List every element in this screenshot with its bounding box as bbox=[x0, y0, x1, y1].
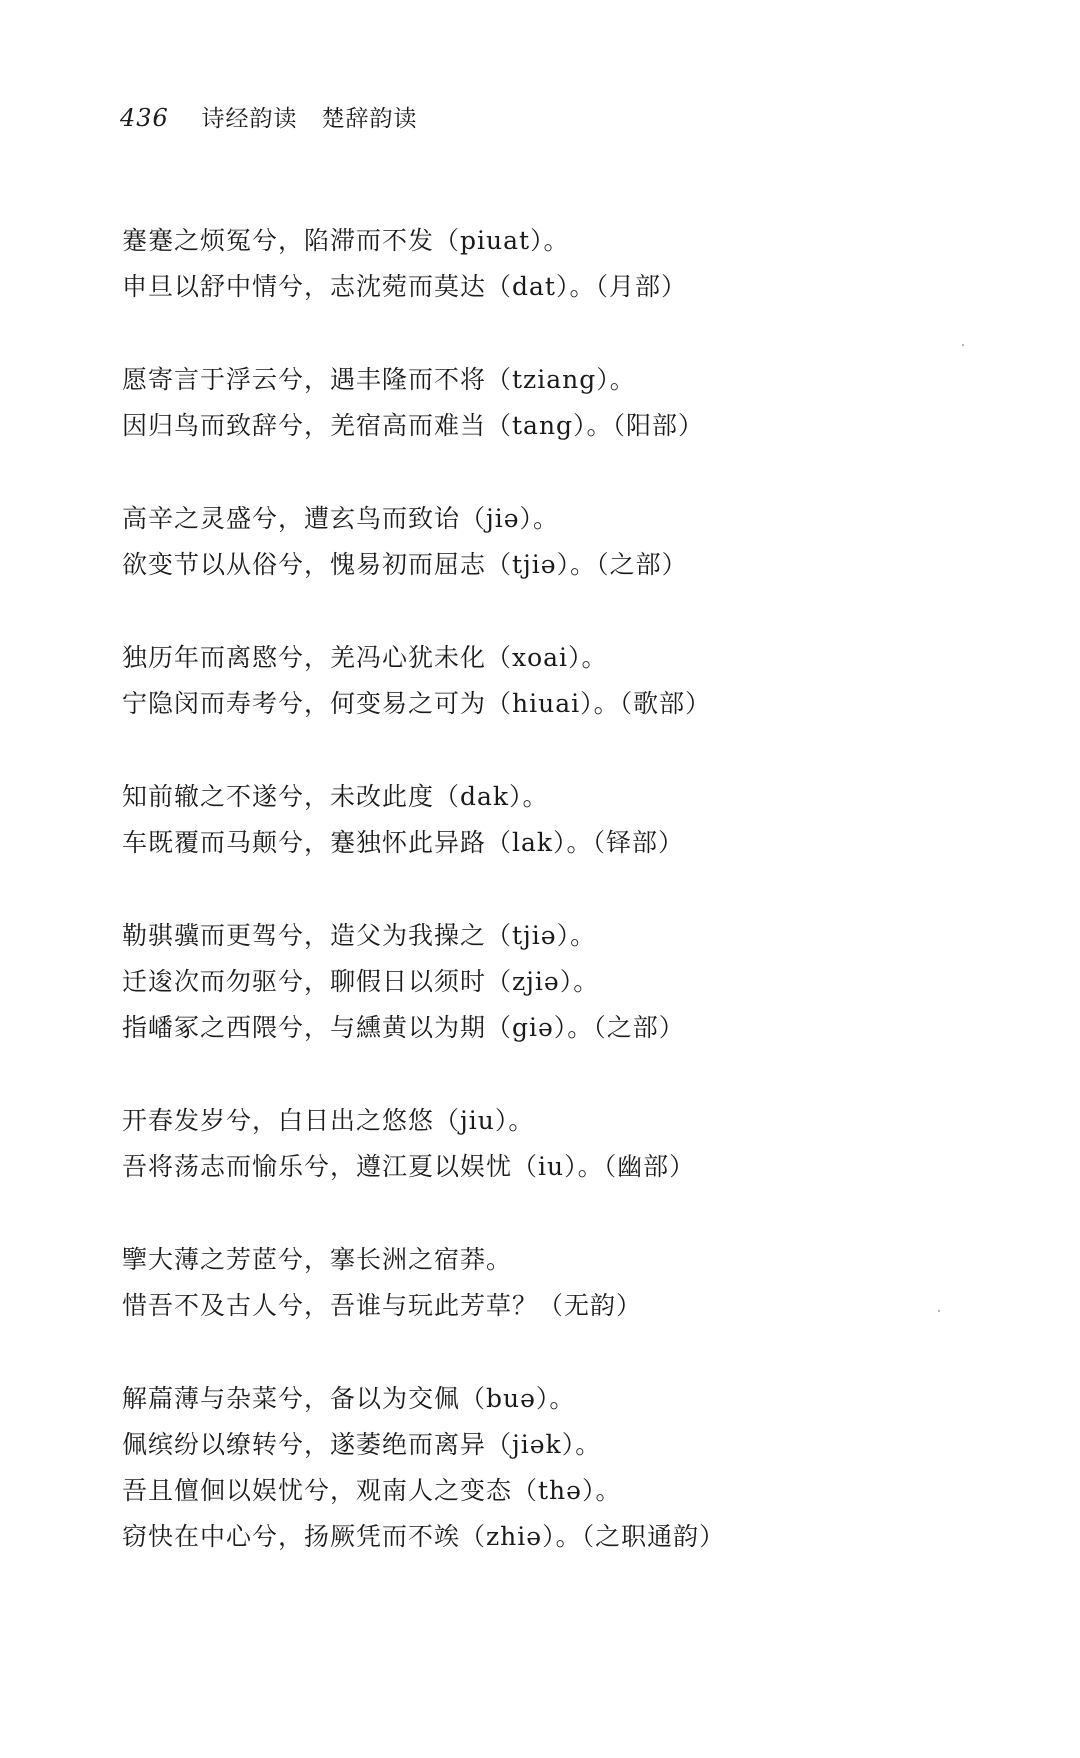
page-number: 436 bbox=[120, 104, 169, 132]
verse-line: 因归鸟而致辞兮，羌宿高而难当（tang）。（阳部） bbox=[122, 411, 705, 440]
verse-line: 宁隐闵而寿考兮，何变易之可为（hiuai）。（歌部） bbox=[122, 689, 712, 718]
verse-line: 迁逡次而勿驱兮，聊假日以须时（zjiə）。 bbox=[122, 967, 600, 996]
verse-line: 解萹薄与杂菜兮，备以为交佩（buə）。 bbox=[122, 1384, 576, 1413]
stanza bbox=[122, 1098, 1002, 1190]
verse-line: 独历年而离愍兮，羌冯心犹未化（xoai）。 bbox=[122, 643, 608, 672]
stanza bbox=[122, 357, 1002, 449]
verse-line: 勒骐骥而更驾兮，造父为我操之（tjiə）。 bbox=[122, 921, 597, 950]
verse-line: 申旦以舒中情兮，志沈菀而莫达（dat）。（月部） bbox=[122, 272, 687, 301]
stanza bbox=[122, 913, 1002, 1051]
verse-line: 车既覆而马颠兮，蹇独怀此异路（lak）。（铎部） bbox=[122, 828, 685, 857]
verse-line: 指嶓冢之西隈兮，与纁黄以为期（giə）。（之部） bbox=[122, 1013, 685, 1042]
verse-line: 惜吾不及古人兮，吾谁与玩此芳草？（无韵） bbox=[122, 1291, 643, 1320]
stanza bbox=[122, 218, 1002, 310]
verse-line: 擥大薄之芳茝兮，搴长洲之宿莽。 bbox=[122, 1245, 513, 1274]
stanza bbox=[122, 1376, 1002, 1560]
verse-line: 吾将荡志而愉乐兮，遵江夏以娱忧（iu）。（幽部） bbox=[122, 1152, 696, 1181]
stanza bbox=[122, 635, 1002, 727]
verse-line: 知前辙之不遂兮，未改此度（dak）。 bbox=[122, 782, 549, 811]
verse-line: 佩缤纷以缭转兮，遂萎绝而离异（jiək）。 bbox=[122, 1430, 602, 1459]
poem-body bbox=[122, 218, 1002, 1607]
verse-line: 欲变节以从俗兮，愧易初而屈志（tjiə）。（之部） bbox=[122, 550, 688, 579]
verse-line: 吾且儃佪以娱忧兮，观南人之变态（thə）。 bbox=[122, 1476, 622, 1505]
running-title: 诗经韵读 楚辞韵读 bbox=[201, 106, 418, 132]
scan-speck bbox=[938, 1310, 940, 1312]
verse-line: 开春发岁兮，白日出之悠悠（jiu）。 bbox=[122, 1106, 535, 1135]
page-header bbox=[120, 100, 417, 133]
verse-line: 高辛之灵盛兮，遭玄鸟而致诒（jiə）。 bbox=[122, 504, 560, 533]
verse-line: 愿寄言于浮云兮，遇丰隆而不将（tziang）。 bbox=[122, 365, 636, 394]
verse-line: 蹇蹇之烦冤兮，陷滞而不发（piuat）。 bbox=[122, 226, 570, 255]
verse-line: 窃快在中心兮，扬厥凭而不竢（zhiə）。（之职通韵） bbox=[122, 1522, 726, 1551]
stanza bbox=[122, 496, 1002, 588]
stanza bbox=[122, 774, 1002, 866]
stanza bbox=[122, 1237, 1002, 1329]
scan-speck bbox=[962, 344, 964, 346]
